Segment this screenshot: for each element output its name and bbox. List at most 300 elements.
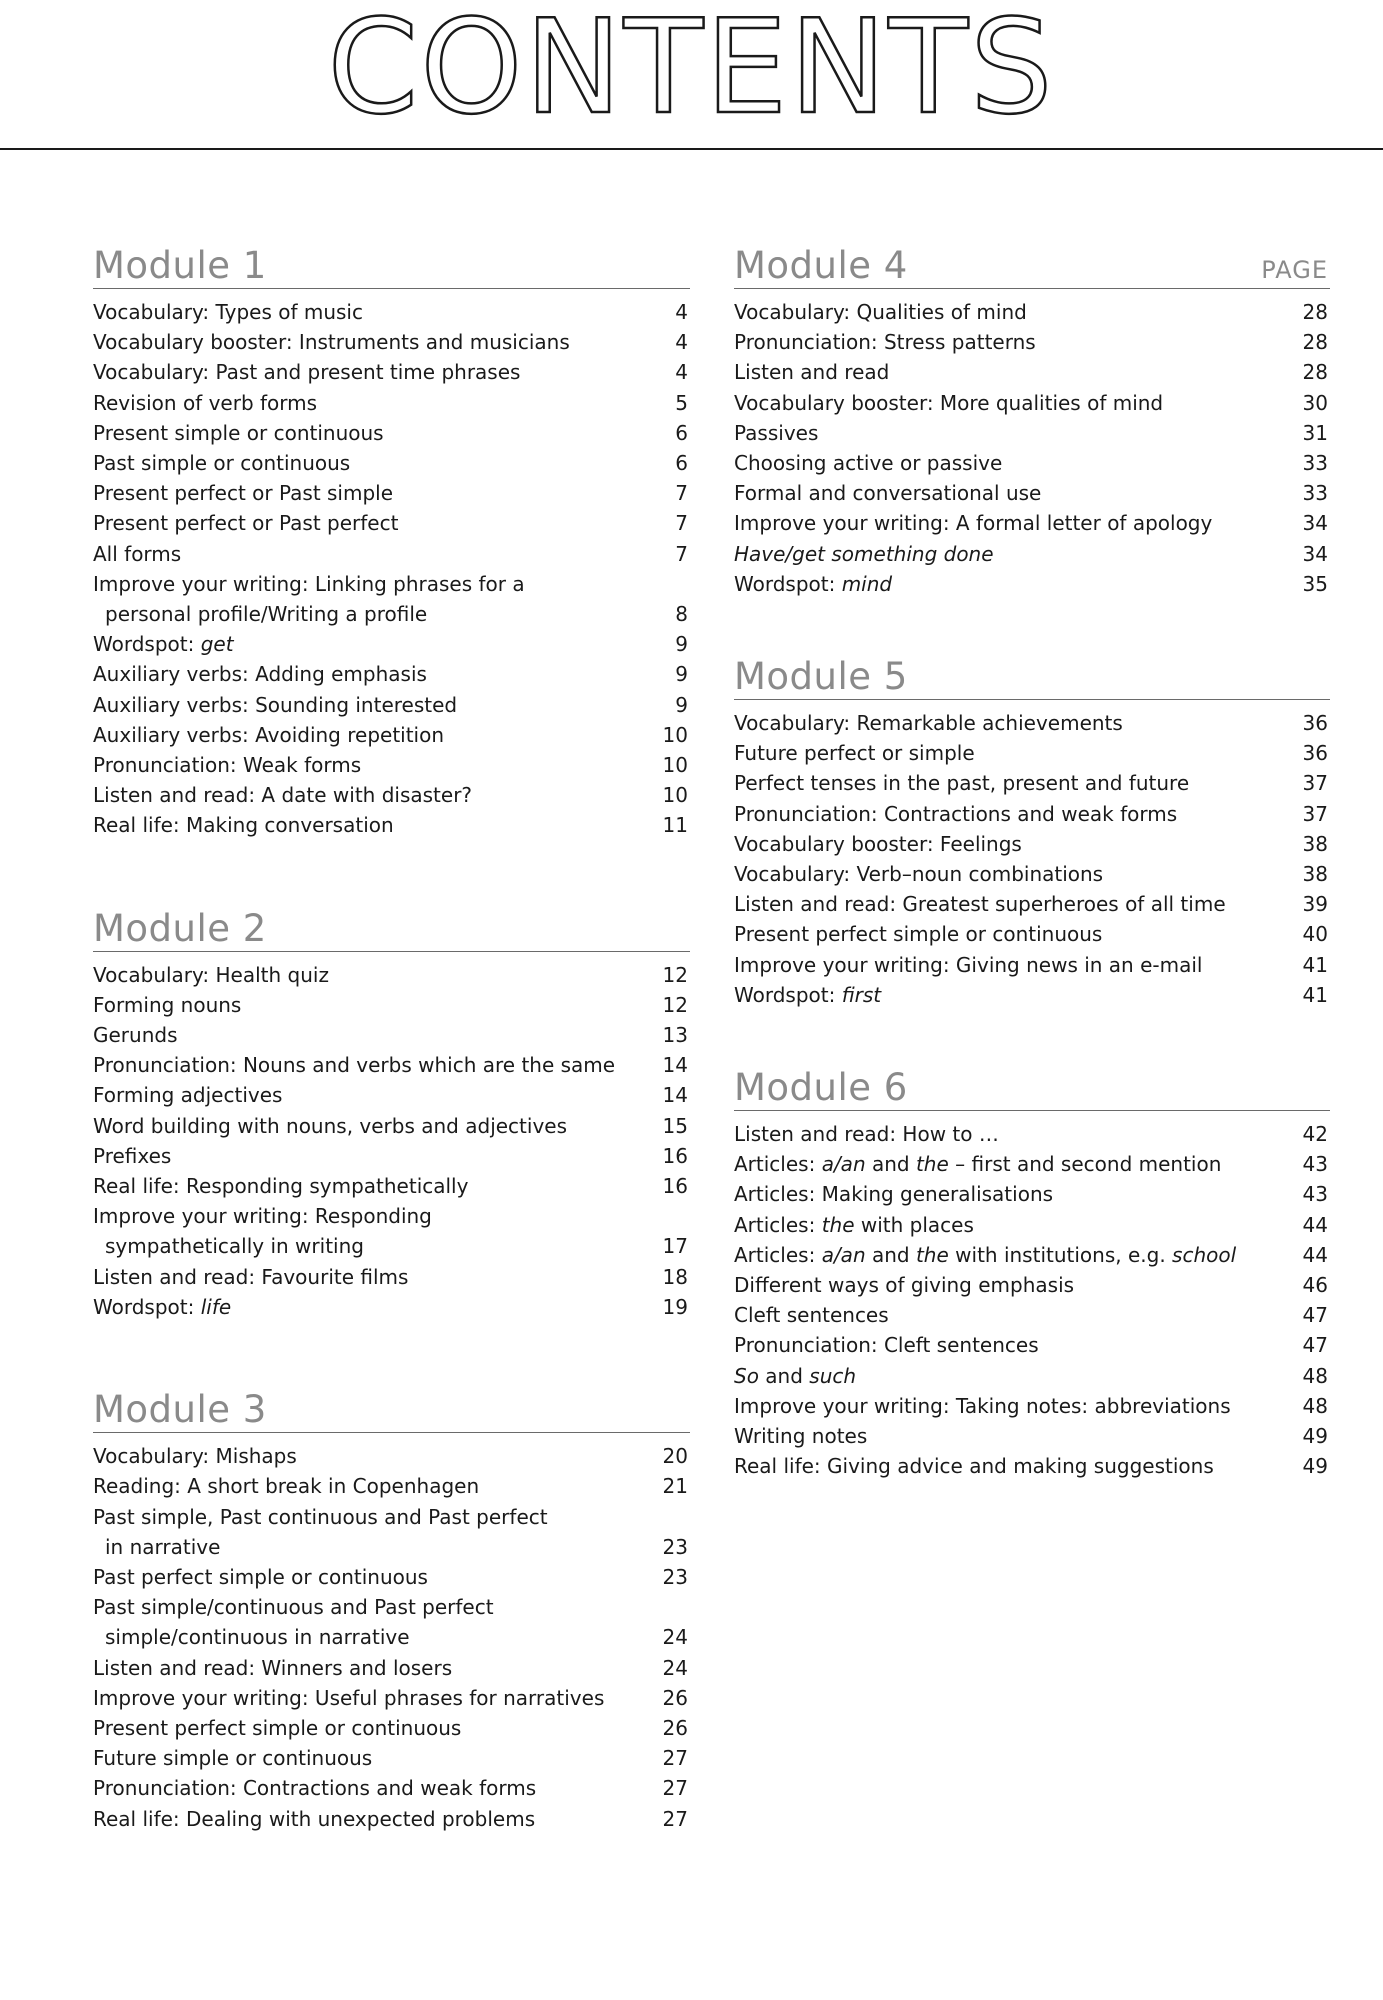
toc-entry-text: Present perfect or Past simple <box>93 481 394 506</box>
toc-entry-text: Present perfect or Past perfect <box>93 511 399 536</box>
module-title: Module 6 <box>734 1066 908 1110</box>
toc-entry-page-number: 14 <box>662 1053 688 1078</box>
toc-entry <box>93 780 690 810</box>
toc-entry-title <box>93 993 241 1017</box>
toc-entry <box>93 599 690 629</box>
toc-entry-page-number: 6 <box>675 420 688 445</box>
toc-entry <box>734 1300 1330 1330</box>
toc-entry <box>93 1020 690 1050</box>
toc-entry <box>93 508 690 538</box>
toc-entry-page-number: 47 <box>1302 1303 1328 1328</box>
toc-entry-text: with places <box>854 1212 974 1237</box>
toc-entry-page-number: 28 <box>1302 330 1328 355</box>
toc-entry-page-number: 43 <box>1302 1182 1328 1207</box>
toc-entry-page-number: 44 <box>1302 1212 1328 1237</box>
toc-entry-text: Articles: Making generalisations <box>734 1182 1054 1207</box>
toc-entry-text: Gerunds <box>93 1023 178 1048</box>
toc-entry-page-number: 48 <box>1302 1393 1328 1418</box>
toc-entry-page-number: 28 <box>1302 360 1328 385</box>
toc-entry-text: and <box>758 1363 810 1388</box>
toc-entry-italic-text: get <box>200 632 234 657</box>
toc-entry-page-number: 31 <box>1302 420 1328 445</box>
toc-entry-text: Listen and read <box>734 360 890 385</box>
toc-entry-page-number: 19 <box>662 1294 688 1319</box>
toc-entry-text: Formal and conversational use <box>734 481 1042 506</box>
toc-entry <box>93 1292 690 1322</box>
module-section-5 <box>734 651 1330 1010</box>
toc-entry-title <box>734 862 1103 886</box>
module-section-1 <box>93 240 690 841</box>
toc-entry-title <box>93 1505 548 1529</box>
toc-entry-text: Cleft sentences <box>734 1303 889 1328</box>
toc-entry-title <box>734 1243 1236 1267</box>
toc-entry-title <box>93 1686 604 1710</box>
toc-entry-title <box>93 1295 231 1319</box>
toc-entry-text: Real life: Dealing with unexpected problems <box>93 1806 536 1831</box>
toc-entry-page-number: 13 <box>662 1023 688 1048</box>
toc-entry-title <box>734 511 1212 535</box>
toc-entry-text: Wordspot: <box>734 982 842 1007</box>
module-title: Module 4 <box>734 244 908 287</box>
toc-entry <box>93 418 690 448</box>
toc-entry-page-number: 9 <box>675 632 688 657</box>
toc-entry-text: Past simple or continuous <box>93 451 351 476</box>
toc-entry-title <box>734 1122 999 1146</box>
toc-entry-title <box>734 1333 1039 1357</box>
toc-entry-page-number: 36 <box>1302 711 1328 736</box>
toc-entry-page-number: 33 <box>1302 451 1328 476</box>
toc-entry-italic-text: life <box>200 1294 232 1319</box>
toc-entry-title <box>93 421 384 445</box>
toc-entry-text: Real life: Giving advice and making suggestions <box>734 1454 1214 1479</box>
module-title: Module 2 <box>93 906 267 950</box>
toc-entry-text: Future simple or continuous <box>93 1746 373 1771</box>
toc-entry-text: sympathetically in writing <box>105 1234 364 1259</box>
toc-entry-page-number: 11 <box>662 813 688 838</box>
header-rule <box>0 148 1383 150</box>
module-title: Module 1 <box>93 244 267 287</box>
toc-entry-title <box>734 892 1226 916</box>
toc-entry-text: Present perfect simple or continuous <box>734 922 1103 947</box>
toc-entry-page-number: 12 <box>662 962 688 987</box>
toc-entry-title <box>93 1204 432 1228</box>
toc-entry-page-number: 27 <box>662 1806 688 1831</box>
module-section-2 <box>93 903 690 1322</box>
toc-entry-text: Writing notes <box>734 1424 868 1449</box>
toc-entry-page-number: 24 <box>662 1625 688 1650</box>
toc-entry-title <box>93 391 317 415</box>
toc-entry <box>93 690 690 720</box>
module-entry-list <box>734 700 1330 1010</box>
toc-entry-text: Word building with nouns, verbs and adjectives <box>93 1113 568 1138</box>
toc-entry-page-number: 37 <box>1302 801 1328 826</box>
toc-entry-text: Auxiliary verbs: Sounding interested <box>93 692 458 717</box>
toc-entry-page-number: 41 <box>1302 952 1328 977</box>
toc-entry-title <box>93 481 393 505</box>
toc-entry <box>734 1179 1330 1209</box>
toc-entry-text: Vocabulary booster: Instruments and musicians <box>93 330 570 355</box>
toc-entry-title <box>734 1424 867 1448</box>
toc-entry-page-number: 24 <box>662 1655 688 1680</box>
toc-entry-page-number: 14 <box>662 1083 688 1108</box>
toc-entry-title <box>734 1213 974 1237</box>
toc-entry <box>93 1562 690 1592</box>
toc-entry-page-number: 34 <box>1302 541 1328 566</box>
toc-entry-text: simple/continuous in narrative <box>105 1625 410 1650</box>
toc-entry-title <box>93 693 457 717</box>
module-title: Module 5 <box>734 655 908 699</box>
module-heading-row <box>734 651 1330 700</box>
toc-entry-text: Auxiliary verbs: Avoiding repetition <box>93 722 445 747</box>
toc-entry-page-number: 41 <box>1302 982 1328 1007</box>
toc-entry-title <box>93 1595 494 1619</box>
toc-entry-title <box>734 802 1177 826</box>
toc-entry <box>93 1502 690 1532</box>
toc-entry-text: Pronunciation: Contractions and weak forms <box>93 1776 537 1801</box>
toc-entry-text: Past perfect simple or continuous <box>93 1564 428 1589</box>
toc-entry-title <box>93 1144 171 1168</box>
toc-entry-page-number: 49 <box>1302 1424 1328 1449</box>
toc-entry-page-number: 26 <box>662 1685 688 1710</box>
toc-entry-text: Perfect tenses in the past, present and future <box>734 771 1190 796</box>
toc-entry-page-number: 38 <box>1302 862 1328 887</box>
page-column-label: PAGE <box>1261 256 1328 284</box>
toc-entry-page-number: 20 <box>662 1444 688 1469</box>
toc-entry-text: Improve your writing: Useful phrases for narratives <box>93 1685 605 1710</box>
toc-entry <box>93 1653 690 1683</box>
toc-entry-text: All forms <box>93 541 182 566</box>
toc-entry-page-number: 47 <box>1302 1333 1328 1358</box>
toc-entry-title <box>734 421 818 445</box>
module-entry-list <box>734 1111 1330 1481</box>
toc-entry-text: Revision of verb forms <box>93 390 318 415</box>
toc-entry <box>734 508 1330 538</box>
toc-entry-title <box>93 1656 452 1680</box>
toc-entry-text: Improve your writing: A formal letter of apology <box>734 511 1213 536</box>
toc-entry <box>93 1050 690 1080</box>
toc-entry-text: Improve your writing: Responding <box>93 1204 432 1229</box>
toc-entry-page-number: 34 <box>1302 511 1328 536</box>
toc-entry-title <box>734 360 889 384</box>
toc-entry-text: Wordspot: <box>93 1294 201 1319</box>
toc-entry <box>93 1471 690 1501</box>
toc-entry <box>734 297 1330 327</box>
toc-entry-title <box>734 832 1022 856</box>
toc-entry-title <box>105 1535 220 1559</box>
toc-entry-text: Vocabulary: Past and present time phrases <box>93 360 521 385</box>
module-heading-row <box>734 240 1330 289</box>
toc-entry <box>93 810 690 840</box>
toc-entry-text: Improve your writing: Linking phrases for a <box>93 571 525 596</box>
toc-entry-italic-text: Have/get something done <box>734 541 994 566</box>
toc-entry-page-number: 7 <box>675 511 688 536</box>
toc-entry <box>93 1773 690 1803</box>
toc-entry-title <box>93 360 520 384</box>
toc-entry <box>734 1270 1330 1300</box>
toc-entry <box>93 539 690 569</box>
toc-entry <box>734 448 1330 478</box>
toc-entry <box>734 569 1330 599</box>
toc-entry-page-number: 4 <box>675 330 688 355</box>
toc-entry-page-number: 40 <box>1302 922 1328 947</box>
toc-entry-italic-text: mind <box>841 571 893 596</box>
module-heading-row <box>734 1062 1330 1111</box>
toc-entry-text: Listen and read: Greatest superheroes of all time <box>734 892 1226 917</box>
toc-entry-title <box>105 1234 364 1258</box>
toc-entry-text: personal profile/Writing a profile <box>105 602 428 627</box>
toc-entry <box>93 1111 690 1141</box>
module-section-3 <box>93 1384 690 1834</box>
toc-entry <box>734 768 1330 798</box>
toc-entry <box>734 738 1330 768</box>
toc-entry-title <box>93 813 394 837</box>
toc-entry-title <box>93 572 525 596</box>
toc-entry-text: and <box>865 1242 916 1267</box>
toc-entry <box>734 1330 1330 1360</box>
toc-entry-page-number: 7 <box>675 481 688 506</box>
toc-entry <box>93 448 690 478</box>
toc-entry-text: Articles: <box>734 1242 822 1267</box>
toc-entry <box>93 478 690 508</box>
toc-entry-page-number: 16 <box>662 1143 688 1168</box>
toc-entry-page-number: 8 <box>675 602 688 627</box>
toc-entry-text: Wordspot: <box>734 571 842 596</box>
toc-entry-page-number: 27 <box>662 1776 688 1801</box>
toc-entry-title <box>93 1807 535 1831</box>
toc-entry-title <box>734 542 994 566</box>
toc-entry-page-number: 23 <box>662 1534 688 1559</box>
toc-entry-page-number: 16 <box>662 1174 688 1199</box>
toc-entry-title <box>734 1394 1231 1418</box>
module-entry-list <box>93 289 690 841</box>
toc-entry <box>734 708 1330 738</box>
toc-entry-page-number: 4 <box>675 360 688 385</box>
toc-entry <box>93 1532 690 1562</box>
toc-entry-text: Listen and read: Favourite films <box>93 1264 409 1289</box>
toc-entry-page-number: 30 <box>1302 390 1328 415</box>
toc-entry-title <box>734 1273 1074 1297</box>
toc-entry <box>734 1361 1330 1391</box>
toc-entry-text: Vocabulary: Remarkable achievements <box>734 711 1123 736</box>
toc-entry-text: Vocabulary: Mishaps <box>93 1444 297 1469</box>
toc-entry-page-number: 43 <box>1302 1152 1328 1177</box>
toc-entry-page-number: 42 <box>1302 1122 1328 1147</box>
toc-entry-text: Vocabulary booster: Feelings <box>734 831 1022 856</box>
toc-entry-page-number: 44 <box>1302 1242 1328 1267</box>
toc-entry-text: and <box>865 1152 916 1177</box>
toc-entry-title <box>93 783 472 807</box>
toc-entry <box>734 829 1330 859</box>
toc-entry-page-number: 21 <box>662 1474 688 1499</box>
toc-entry-page-number: 26 <box>662 1715 688 1740</box>
toc-entry-page-number: 6 <box>675 451 688 476</box>
module-title: Module 3 <box>93 1388 267 1432</box>
toc-entry <box>93 1141 690 1171</box>
toc-entry-title <box>93 1474 479 1498</box>
toc-entry <box>734 980 1330 1010</box>
left-column <box>93 240 690 1834</box>
toc-entry-text: Past simple, Past continuous and Past perfect <box>93 1504 548 1529</box>
toc-entry-text: Real life: Making conversation <box>93 813 394 838</box>
toc-entry-text: Past simple/continuous and Past perfect <box>93 1595 494 1620</box>
toc-entry-text: Forming adjectives <box>93 1083 283 1108</box>
toc-entry <box>734 1149 1330 1179</box>
toc-entry-text: Future perfect or simple <box>734 741 975 766</box>
toc-entry <box>93 569 690 599</box>
toc-entry <box>734 889 1330 919</box>
toc-entry-title <box>734 953 1202 977</box>
module-entry-list <box>93 1433 690 1834</box>
toc-entry-page-number: 48 <box>1302 1363 1328 1388</box>
toc-entry-title <box>734 1152 1221 1176</box>
toc-entry <box>734 1421 1330 1451</box>
toc-entry <box>734 327 1330 357</box>
toc-entry-text: Listen and read: Winners and losers <box>93 1655 453 1680</box>
toc-entry-title <box>734 330 1036 354</box>
toc-entry-page-number: 39 <box>1302 892 1328 917</box>
toc-entry <box>93 1713 690 1743</box>
toc-entry-text: Reading: A short break in Copenhagen <box>93 1474 480 1499</box>
toc-entry-text: Articles: <box>734 1212 822 1237</box>
toc-entry-title <box>734 1303 889 1327</box>
toc-entry-title <box>734 300 1027 324</box>
toc-entry-text: Wordspot: <box>93 632 201 657</box>
toc-entry-title <box>734 771 1189 795</box>
toc-entry-page-number: 10 <box>662 783 688 808</box>
toc-entry-page-number: 28 <box>1302 300 1328 324</box>
toc-entry <box>93 1683 690 1713</box>
toc-entry <box>93 750 690 780</box>
toc-entry-page-number: 49 <box>1302 1454 1328 1479</box>
module-entry-list <box>93 952 690 1322</box>
toc-entry-text: with institutions, e.g. <box>948 1242 1173 1267</box>
toc-entry-text: Real life: Responding sympathetically <box>93 1174 469 1199</box>
toc-entry-text: Improve your writing: Giving news in an e-mail <box>734 952 1203 977</box>
module-section-4 <box>734 240 1330 599</box>
toc-entry <box>93 388 690 418</box>
toc-entry-page-number: 10 <box>662 722 688 747</box>
toc-entry <box>734 357 1330 387</box>
toc-entry-text: in narrative <box>105 1534 221 1559</box>
toc-entry-title <box>734 741 975 765</box>
toc-entry-page-number: 37 <box>1302 771 1328 796</box>
toc-entry <box>734 418 1330 448</box>
toc-entry-title <box>93 542 181 566</box>
toc-entry-title <box>93 1053 615 1077</box>
toc-entry-title <box>734 1364 856 1388</box>
toc-entry-text: Vocabulary: Verb–noun combinations <box>734 862 1104 887</box>
toc-entry-page-number: 7 <box>675 541 688 566</box>
toc-entry-text: Pronunciation: Nouns and verbs which are the same <box>93 1053 616 1078</box>
toc-entry <box>93 960 690 990</box>
module-section-6 <box>734 1062 1330 1481</box>
toc-entry-title <box>93 1083 282 1107</box>
toc-entry-text: – first and second mention <box>948 1152 1222 1177</box>
toc-entry-italic-text: a/an <box>821 1242 866 1267</box>
toc-entry-title <box>734 983 881 1007</box>
toc-entry-title <box>93 723 444 747</box>
toc-entry-page-number: 46 <box>1302 1273 1328 1298</box>
toc-entry-text: Passives <box>734 420 819 445</box>
toc-entry-text: Articles: <box>734 1152 822 1177</box>
toc-entry-title <box>734 572 892 596</box>
toc-entry-title <box>93 1746 372 1770</box>
toc-entry-italic-text: the <box>915 1152 949 1177</box>
toc-entry <box>93 659 690 689</box>
toc-entry-title <box>734 391 1163 415</box>
toc-entry-page-number: 15 <box>662 1113 688 1138</box>
toc-entry-title <box>734 711 1123 735</box>
toc-entry-title <box>93 1174 468 1198</box>
toc-entry <box>93 990 690 1020</box>
module-heading-row <box>93 903 690 952</box>
toc-entry <box>93 1171 690 1201</box>
module-heading-row <box>93 1384 690 1433</box>
toc-entry <box>734 1210 1330 1240</box>
toc-entry-title <box>93 330 570 354</box>
contents-header <box>0 0 1383 150</box>
toc-entry-page-number: 9 <box>675 692 688 717</box>
toc-entry-title <box>93 1565 428 1589</box>
toc-entry-page-number: 9 <box>675 662 688 687</box>
toc-entry <box>734 919 1330 949</box>
toc-entry-title <box>734 1454 1214 1478</box>
toc-entry-page-number: 17 <box>662 1234 688 1259</box>
toc-entry <box>734 478 1330 508</box>
toc-entry <box>93 327 690 357</box>
toc-entry <box>93 1231 690 1261</box>
right-column <box>734 240 1330 1482</box>
toc-entry-text: Different ways of giving emphasis <box>734 1273 1075 1298</box>
toc-entry <box>93 720 690 750</box>
toc-entry-text: Forming nouns <box>93 992 242 1017</box>
toc-entry-text: Vocabulary: Qualities of mind <box>734 300 1027 324</box>
toc-entry-text: Present simple or continuous <box>93 420 384 445</box>
toc-entry-text: Choosing active or passive <box>734 451 1003 476</box>
toc-entry-title <box>105 602 427 626</box>
toc-entry-title <box>93 300 363 324</box>
toc-entry-italic-text: the <box>915 1242 949 1267</box>
toc-entry-title <box>93 1023 178 1047</box>
toc-entry-title <box>105 1625 410 1649</box>
toc-entry-text: Prefixes <box>93 1143 172 1168</box>
toc-entry-text: Pronunciation: Weak forms <box>93 753 362 778</box>
toc-entry-page-number: 5 <box>675 390 688 415</box>
toc-entry <box>734 1119 1330 1149</box>
toc-entry-title <box>734 481 1041 505</box>
toc-entry-title <box>93 1716 461 1740</box>
toc-entry-page-number: 10 <box>662 753 688 778</box>
toc-entry <box>734 1391 1330 1421</box>
toc-entry <box>734 539 1330 569</box>
toc-entry-page-number: 38 <box>1302 831 1328 856</box>
toc-entry <box>93 629 690 659</box>
toc-entry-italic-text: the <box>821 1212 855 1237</box>
toc-entry <box>93 1622 690 1652</box>
toc-entry <box>93 1804 690 1834</box>
toc-entry-italic-text: first <box>841 982 882 1007</box>
toc-entry-text: Improve your writing: Taking notes: abbreviations <box>734 1393 1231 1418</box>
toc-entry-title <box>93 1114 567 1138</box>
contents-title: CONTENTS <box>327 0 1055 143</box>
toc-entry-title <box>93 753 361 777</box>
toc-entry-title <box>734 922 1102 946</box>
module-heading-row <box>93 240 690 289</box>
toc-entry-text: Vocabulary booster: More qualities of mind <box>734 390 1164 415</box>
toc-entry <box>734 1240 1330 1270</box>
toc-entry-page-number: 18 <box>662 1264 688 1289</box>
toc-entry-text: Vocabulary: Health quiz <box>93 962 329 987</box>
